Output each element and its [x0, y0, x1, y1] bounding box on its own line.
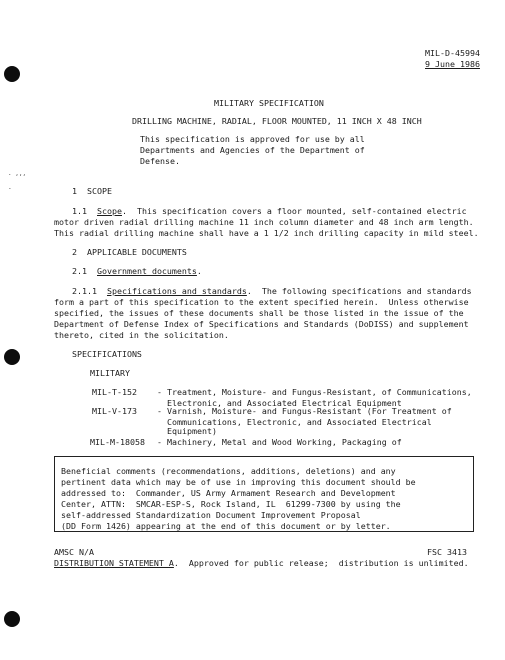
fsc-code: FSC 3413: [427, 547, 467, 557]
section-heading-scope: 1 SCOPE: [72, 186, 112, 196]
spec-desc: - Treatment, Moisture- and Fungus-Resistant, of Communications,: [157, 387, 472, 397]
military-label: MILITARY: [90, 368, 130, 378]
section-heading-applicable-documents: 2 APPLICABLE DOCUMENTS: [72, 247, 187, 257]
spec-desc: - Varnish, Moisture- and Fungus-Resistant (For Treatment of: [157, 406, 452, 416]
margin-mark: . ,,,: [8, 170, 27, 177]
spec-desc: Electronic, and Associated Electrical Equipment: [157, 398, 402, 408]
document-page: . ,,, - MIL-D-45994 9 June 1986 MILITARY SPECIFICATION DRILLING MACHINE, RADIAL, FLOOR MOUNTED, 11 INCH X 48 INCH This specification is approved for use by all Departments and Agencies of the Department of Defense. 1 SCOPE 1.1 Scope. This specification covers a floor mounted, self-contained electric motor driven radial drilling machine 11 inch column diameter and 48 inch arm length. This radial drilling machine shall have a 1 1/2 inch drilling capacity in mild steel. 2 APPLICABLE DOCUMENTS 2.1 Government documents. 2.1.1 Specifications and standards. The following specifications and standards form a part of this specification to the extent specified herein. Unless otherwise specified, the issues of these documents shall be those listed in the issue of the Department of Defense Index of Specifications and Standards (DoDISS) and supplement thereto, cited in the solicitation. SPECIFICATIONS MILITARY MIL-T-152 - Treatment, Moisture- and Fungus-Resistant, of Communications, Electronic, and Associated Electrical Equipment MIL-V-173 - Varnish, Moisture- and Fungus-Resistant (For Treatment of Communications, Electronic, and Associated Electrical Equipment) MIL-M-18058 - Machinery, Metal and Wood Working, Packaging of Beneficial comments (recommendations, additions, deletions) and any pertinent data which may be of use in improving this document should be addressed to: Commander, US Army Armament Research and Development Center, ATTN: SMCAR-ESP-S, Rock Island, IL 61299-7300 by using the self-addressed Standardization Document Improvement Proposal (DD Form 1426) appearing at the end of this document or by letter. AMSC N/A FSC 3413 DISTRIBUTION STATEMENT A. Approved for public release; distribution is unlimited.: [0, 0, 505, 660]
paragraph-2-1: 2.1 Government documents.: [72, 266, 202, 276]
punch-hole-bottom: [4, 611, 20, 627]
punch-hole-top: [4, 66, 20, 82]
spec-type-title: MILITARY SPECIFICATION: [214, 98, 324, 108]
spec-id: MIL-M-18058: [90, 437, 145, 447]
spec-id: MIL-T-152: [92, 387, 137, 397]
spec-name-title: DRILLING MACHINE, RADIAL, FLOOR MOUNTED, 11 INCH X 48 INCH: [132, 116, 422, 126]
margin-mark: -: [8, 185, 12, 192]
amsc-code: AMSC N/A: [54, 547, 94, 557]
specifications-label: SPECIFICATIONS: [72, 349, 142, 359]
spec-id: MIL-V-173: [92, 406, 137, 416]
spec-desc: Communications, Electronic, and Associated Electrical: [157, 417, 432, 427]
spec-desc: - Machinery, Metal and Wood Working, Packaging of: [157, 437, 402, 447]
doc-date: 9 June 1986: [425, 59, 480, 69]
spec-desc: Equipment): [157, 426, 217, 436]
punch-hole-middle: [4, 349, 20, 365]
doc-number: MIL-D-45994: [425, 48, 480, 58]
distribution-statement: DISTRIBUTION STATEMENT A. Approved for public release; distribution is unlimited.: [54, 558, 469, 568]
